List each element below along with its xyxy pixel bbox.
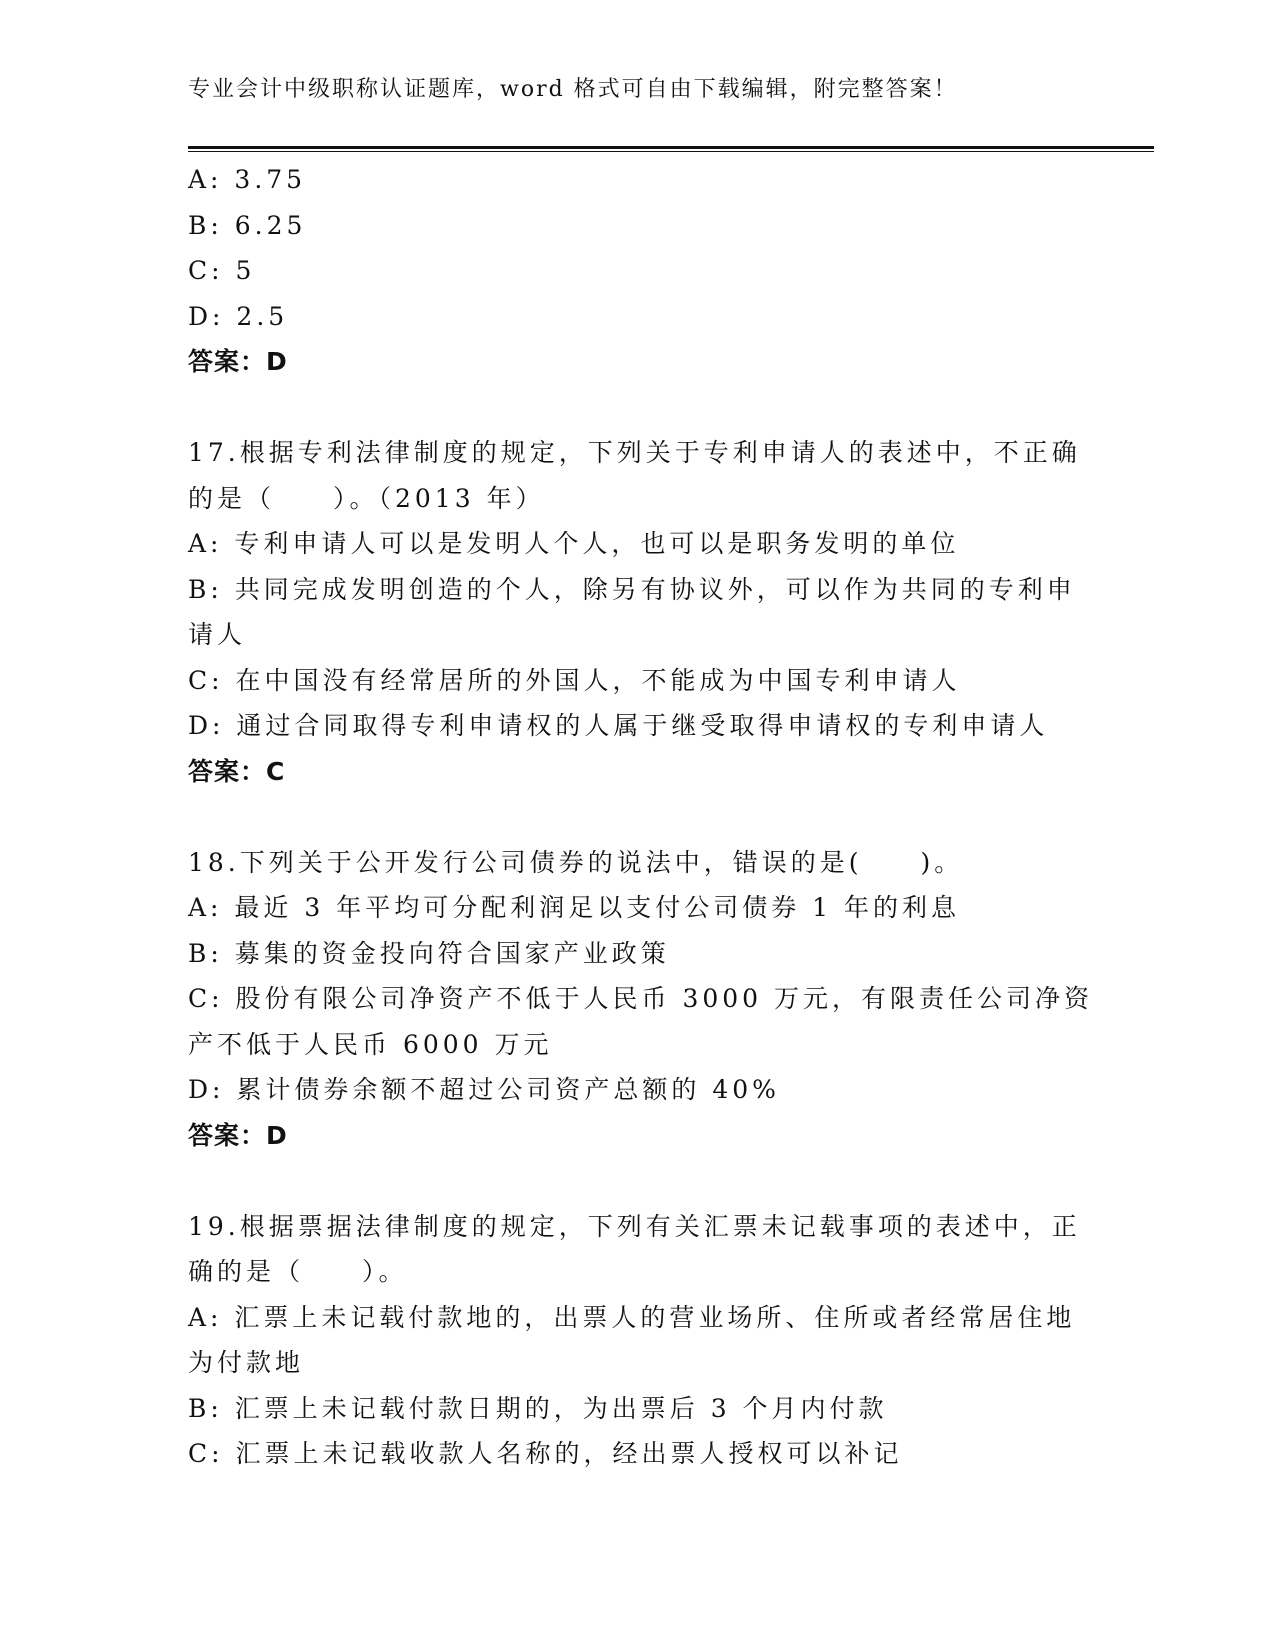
answer: 答案：C (188, 756, 286, 786)
option-c: C: 股份有限公司净资产不低于人民币 3000 万元，有限责任公司净资 (188, 984, 1094, 1013)
question-17 (188, 430, 1088, 794)
option-c: C: 5 (188, 256, 256, 285)
option-c: C: 汇票上未记载收款人名称的，经出票人授权可以补记 (188, 1439, 903, 1468)
option-b: B: 汇票上未记载付款日期的，为出票后 3 个月内付款 (188, 1393, 888, 1423)
answer: 答案：D (188, 347, 288, 376)
option-d: D: 累计债券余额不超过公司资产总额的 40% (188, 1075, 780, 1104)
option-b-continued: 请人 (188, 620, 247, 649)
option-a-continued: 为付款地 (188, 1348, 305, 1377)
option-a: A: 汇票上未记载付款地的，出票人的营业场所、住所或者经常居住地 (188, 1302, 1076, 1332)
header-rule-thin (188, 151, 1154, 152)
question-stem: 17.根据专利法律制度的规定，下列关于专利申请人的表述中，不正确 (188, 438, 1081, 467)
question-stem: 18.下列关于公开发行公司债券的说法中，错误的是( )。 (188, 847, 964, 877)
option-d: D: 2.5 (188, 301, 289, 331)
answer: 答案：D (188, 1120, 288, 1150)
spacer (188, 1158, 1088, 1204)
option-a: A: 专利申请人可以是发明人个人，也可以是职务发明的单位 (188, 529, 960, 558)
question-stem: 的是（ ）。（2013 年） (188, 483, 545, 513)
document-body (188, 157, 1094, 1477)
question-16 (188, 157, 1088, 385)
option-c: C: 在中国没有经常居所的外国人，不能成为中国专利申请人 (188, 665, 961, 695)
spacer (188, 794, 1088, 840)
header-rule-thick (188, 146, 1154, 149)
question-stem: 19.根据票据法律制度的规定，下列有关汇票未记载事项的表述中，正 (188, 1211, 1081, 1241)
question-19 (188, 1204, 1088, 1477)
question-stem: 确的是（ ）。 (188, 1257, 408, 1286)
option-a: A: 3.75 (188, 165, 307, 194)
question-18 (188, 840, 1094, 1159)
option-b: B: 6.25 (188, 210, 307, 240)
spacer (188, 385, 1088, 431)
option-d: D: 通过合同取得专利申请权的人属于继受取得申请权的专利申请人 (188, 711, 1049, 740)
option-c-continued: 产不低于人民币 6000 万元 (188, 1029, 553, 1059)
option-b: B: 共同完成发明创造的个人，除另有协议外，可以作为共同的专利申 (188, 574, 1076, 604)
option-b: B: 募集的资金投向符合国家产业政策 (188, 938, 670, 968)
option-a: A: 最近 3 年平均可分配利润足以支付公司债券 1 年的利息 (188, 893, 961, 922)
page-header: 专业会计中级职称认证题库，word 格式可自由下载编辑，附完整答案！ (188, 77, 958, 102)
